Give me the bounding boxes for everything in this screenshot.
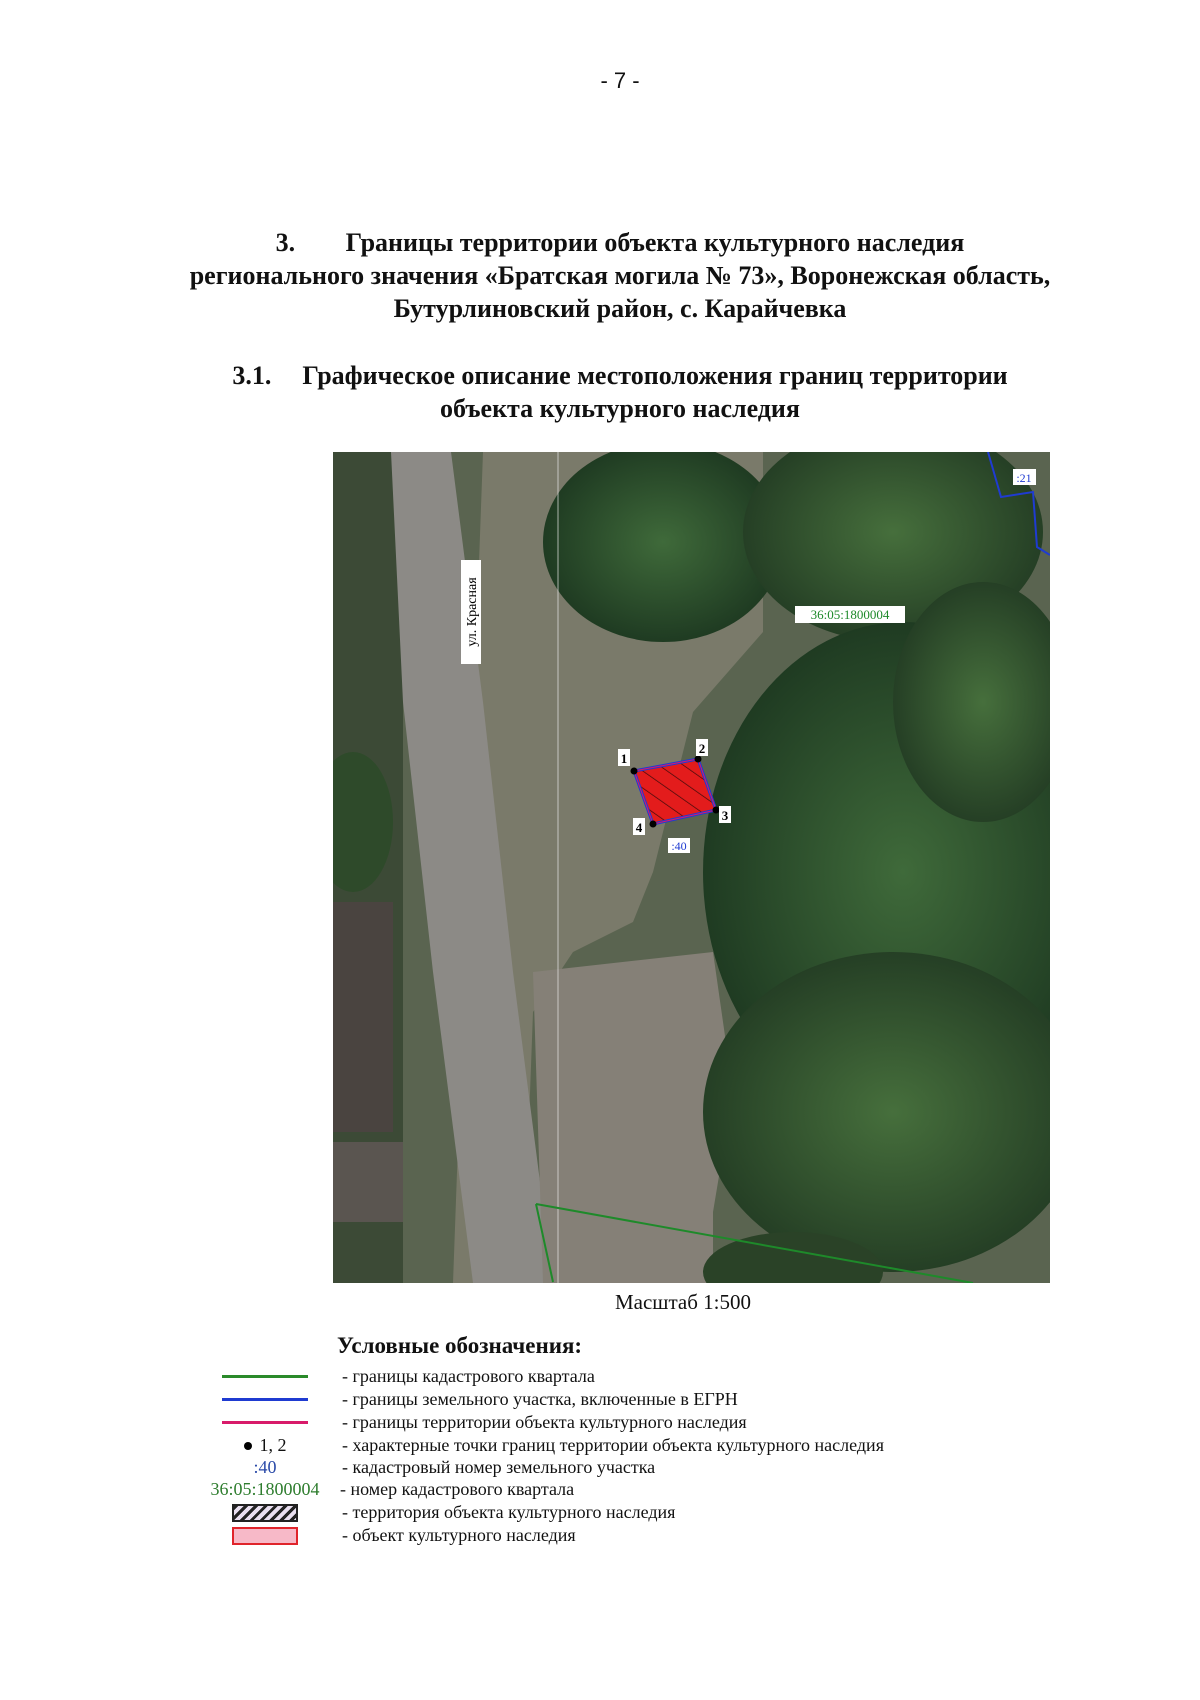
point-label-1: 1 [620, 751, 628, 766]
map-canvas [333, 452, 1050, 1283]
section-heading-3 [0, 226, 1200, 325]
legend-item-heritage-boundary [190, 1411, 990, 1434]
heading-3-1-text-1: Графическое описание местоположения границ территории [302, 361, 1008, 390]
point-label-3: 3 [721, 808, 729, 823]
legend-title: Условные обозначения: [337, 1333, 583, 1358]
legend-text: - номер кадастрового квартала [340, 1479, 575, 1499]
legend-item-parcel-boundary [190, 1388, 990, 1411]
point-label-2: 2 [698, 741, 706, 756]
boundary-point-4 [650, 821, 657, 828]
legend-symbol-green-line [190, 1365, 340, 1388]
quarter-label: 36:05:1800004 [810, 607, 890, 622]
heading-3-1-number: 3.1. [232, 361, 272, 390]
legend-symbol-parcel-number: :40 [253, 1457, 277, 1477]
boundary-point-2 [695, 756, 702, 763]
legend-symbol-hatch [190, 1501, 340, 1524]
heading-3-line-1 [0, 226, 1200, 259]
legend-item-quarter-boundary [190, 1365, 990, 1388]
heading-3-line-2: регионального значения «Братская могила № 73», Воронежская область, [189, 261, 1051, 290]
street-label: ул. Красная [465, 577, 480, 647]
legend-text: - границы кадастрового квартала [342, 1366, 595, 1386]
heading-3-number: 3. [275, 228, 296, 257]
point-label-4: 4 [635, 820, 643, 835]
legend-text: - характерные точки границ территории объекта культурного наследия [342, 1435, 884, 1455]
heading-3-line-3: Бутурлиновский район, с. Карайчевка [393, 294, 847, 323]
parcel-40-label: :40 [671, 839, 687, 853]
legend-item-quarter-number [190, 1478, 990, 1501]
legend-symbol-pink-line [190, 1411, 340, 1434]
legend-symbol-blue-line [190, 1388, 340, 1411]
point-dot-icon [244, 1442, 252, 1450]
heading-3-text-1: Границы территории объекта культурного наследия [345, 228, 965, 257]
legend-text: - границы территории объекта культурного наследия [342, 1412, 747, 1432]
legend-item-points [190, 1434, 990, 1457]
map-scale: Масштаб 1:500 [614, 1290, 751, 1314]
heading-3-1-line-1 [0, 359, 1200, 392]
page-number: - 7 - [600, 68, 640, 93]
legend-text: - территория объекта культурного наследия [342, 1502, 676, 1522]
legend-text: - границы земельного участка, включенные в ЕГРН [342, 1389, 738, 1409]
aerial-map [333, 452, 1050, 1283]
boundary-point-3 [713, 807, 720, 814]
legend-item-parcel-number [190, 1456, 990, 1479]
legend-symbol-text: 1, 2 [259, 1435, 287, 1455]
legend-symbol-object [190, 1524, 340, 1547]
legend-text: - кадастровый номер земельного участка [342, 1457, 656, 1477]
boundary-point-1 [631, 768, 638, 775]
legend-symbol-points [190, 1434, 340, 1457]
legend-text: - объект культурного наследия [342, 1525, 576, 1545]
legend-symbol-quarter-number: 36:05:1800004 [210, 1479, 320, 1499]
heading-3-1-line-2: объекта культурного наследия [440, 394, 800, 423]
building-left [333, 902, 393, 1132]
legend-item-territory [190, 1501, 990, 1524]
legend-item-object [190, 1524, 990, 1547]
parcel-21-label: :21 [1016, 471, 1032, 485]
building-left-lower [333, 1142, 403, 1222]
street-label-group [461, 560, 481, 664]
section-heading-3-1 [0, 359, 1200, 425]
